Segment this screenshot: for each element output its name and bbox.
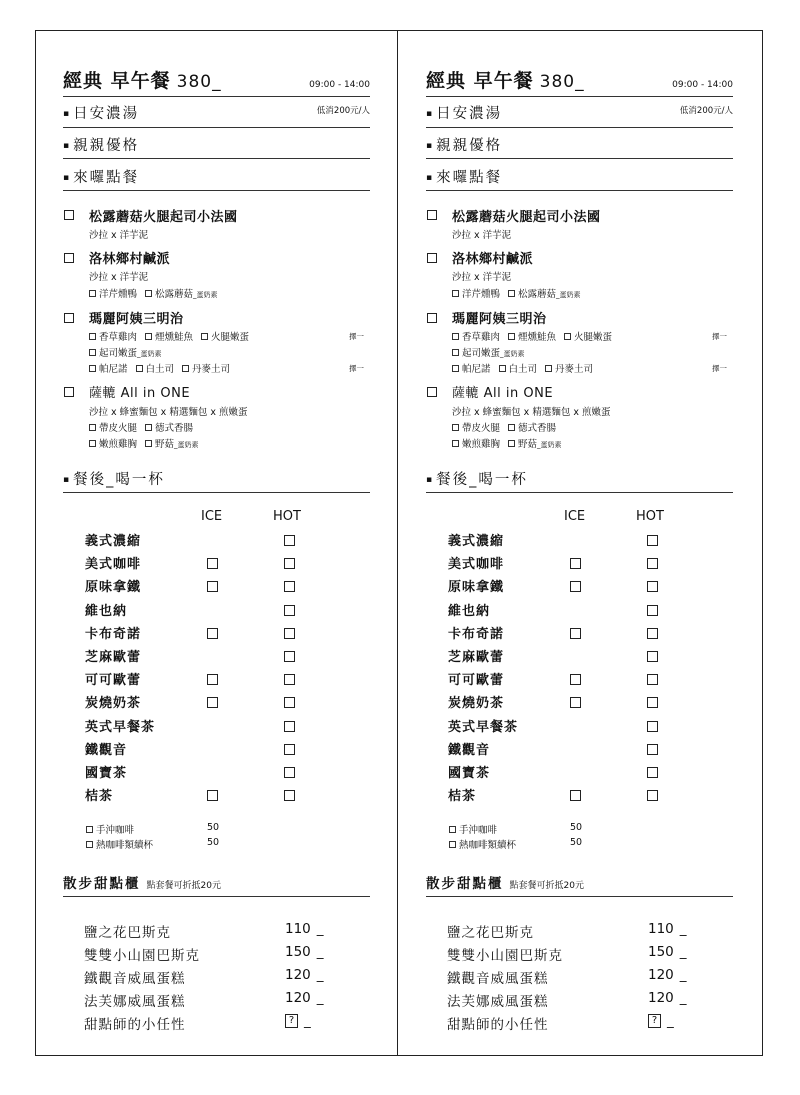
item-checkbox[interactable] — [427, 210, 437, 220]
bullet: ▪ — [426, 475, 435, 485]
option-checkbox[interactable] — [89, 333, 96, 340]
dessert-price — [648, 990, 687, 1006]
option-tag: _蛋奶素 — [500, 350, 525, 358]
hot-checkbox[interactable] — [647, 558, 658, 569]
option-checkbox[interactable] — [508, 424, 515, 431]
option-label: 香草雞肉 — [99, 332, 138, 343]
dessert-note: 點套餐可折抵20元 — [146, 881, 221, 891]
rule — [63, 896, 370, 897]
option-checkbox[interactable] — [545, 365, 552, 372]
dessert-price — [285, 990, 324, 1006]
option-tag: _蛋奶素 — [193, 291, 218, 299]
option-label: 丹麥土司 — [555, 364, 594, 375]
dessert-name: 法芙娜威風蛋糕 — [447, 994, 549, 1010]
option-label: 嫩煎雞胸 — [99, 439, 138, 450]
option-checkbox[interactable] — [452, 290, 459, 297]
drink-name: 芝麻歐蕾 — [85, 650, 142, 665]
option-checkbox[interactable] — [145, 290, 152, 297]
dessert-title-text: 散步甜點櫃 — [63, 876, 141, 892]
hot-checkbox[interactable] — [284, 767, 295, 778]
dessert-name: 法芙娜威風蛋糕 — [84, 994, 186, 1010]
option-checkbox[interactable] — [89, 440, 96, 447]
pour-over-row — [449, 822, 497, 836]
option-row — [452, 361, 593, 375]
bullet: ▪ — [426, 173, 435, 183]
dessert-price — [648, 1013, 674, 1029]
menu-price-suffix: _ — [575, 72, 585, 92]
dessert-name: 雙雙小山園巴斯克 — [447, 948, 563, 964]
option-row — [452, 286, 581, 300]
option-checkbox[interactable] — [145, 424, 152, 431]
hot-checkbox[interactable] — [647, 628, 658, 639]
rule — [426, 127, 733, 128]
item-name: 松露蘑菇火腿起司小法國 — [452, 210, 601, 225]
option-row — [452, 420, 556, 434]
minimum-charge: 低消200元/人 — [679, 106, 733, 116]
menu-title — [426, 66, 585, 93]
section-label: 來囉點餐 — [73, 170, 140, 186]
hot-checkbox[interactable] — [647, 790, 658, 801]
option-checkbox[interactable] — [508, 290, 515, 297]
menu-price-value: 380 — [176, 72, 213, 92]
option-row — [452, 329, 612, 343]
dessert-price-value: 110 — [285, 921, 311, 937]
option-label: 丹麥土司 — [192, 364, 231, 375]
option-label: 洋芹燻鴨 — [99, 289, 138, 300]
pour-over-name: 手沖咖啡 — [459, 825, 498, 836]
option-checkbox[interactable] — [452, 440, 459, 447]
rule — [63, 96, 370, 97]
dessert-name: 鐵觀音威風蛋糕 — [84, 971, 186, 987]
item-name: 洛林鄉村鹹派 — [452, 252, 534, 267]
option-label: 帶皮火腿 — [462, 423, 501, 434]
option-row — [89, 420, 193, 434]
dessert-price — [285, 921, 324, 937]
dessert-price-value: 120 — [648, 967, 674, 983]
hot-checkbox[interactable] — [284, 697, 295, 708]
ice-checkbox[interactable] — [570, 628, 581, 639]
dessert-name: 甜點師的小任性 — [447, 1017, 549, 1033]
hot-checkbox[interactable] — [647, 674, 658, 685]
drink-name: 國寶茶 — [85, 766, 128, 781]
rule — [63, 492, 370, 493]
option-tag: _蛋奶素 — [556, 291, 581, 299]
item-sides: 沙拉 x 蜂蜜麵包 x 精選麵包 x 煎嫩蛋 — [89, 407, 248, 418]
option-label: 起司嫩蛋 — [462, 348, 501, 359]
option-checkbox[interactable] — [89, 349, 96, 356]
dessert-price — [285, 1013, 311, 1029]
hot-checkbox[interactable] — [284, 651, 295, 662]
ice-header: ICE — [201, 509, 223, 524]
ice-checkbox[interactable] — [207, 628, 218, 639]
option-label: 火腿嫩蛋 — [574, 332, 613, 343]
drink-name: 英式早餐茶 — [448, 719, 519, 735]
option-checkbox[interactable] — [452, 365, 459, 372]
drink-name: 鐵觀音 — [448, 742, 491, 758]
hot-checkbox[interactable] — [647, 767, 658, 778]
pour-over-price: 50 — [570, 837, 583, 848]
option-row — [89, 345, 162, 359]
bullet: ▪ — [63, 475, 72, 485]
option-label: 起司嫩蛋 — [99, 348, 138, 359]
dessert-title — [426, 872, 584, 892]
bullet: ▪ — [63, 141, 72, 151]
dessert-name: 雙雙小山園巴斯克 — [84, 948, 200, 964]
option-label: 野菇 — [518, 439, 538, 450]
dessert-name: 鹽之花巴斯克 — [84, 925, 171, 941]
pour-over-row — [86, 822, 134, 836]
drink-name: 義式濃縮 — [448, 534, 505, 549]
item-checkbox[interactable] — [427, 253, 437, 263]
dessert-name: 鐵觀音威風蛋糕 — [447, 971, 549, 987]
section-order — [63, 166, 139, 187]
menu-page-right — [398, 30, 760, 1056]
ice-checkbox[interactable] — [207, 558, 218, 569]
option-tag: _蛋奶素 — [137, 350, 162, 358]
dessert-price-value: 120 — [648, 990, 674, 1006]
drink-name: 鐵觀音 — [85, 742, 128, 758]
hot-checkbox[interactable] — [284, 744, 295, 755]
item-checkbox[interactable] — [64, 313, 74, 323]
section-label: 餐後_喝一杯 — [436, 472, 528, 488]
hot-checkbox[interactable] — [647, 581, 658, 592]
drink-name: 原味拿鐵 — [85, 580, 142, 596]
item-name: 洛林鄉村鹹派 — [89, 252, 171, 267]
menu-title-text: 經典 早午餐 — [63, 70, 171, 92]
section-label: 來囉點餐 — [436, 170, 503, 186]
section-label: 親親優格 — [436, 138, 503, 154]
hot-checkbox[interactable] — [284, 790, 295, 801]
drink-name: 桔茶 — [85, 789, 114, 805]
hot-header: HOT — [636, 509, 664, 524]
drink-name: 維也納 — [85, 603, 128, 619]
section-yogurt — [63, 134, 139, 155]
pour-over-name: 熱咖啡類續杯 — [459, 840, 517, 851]
rule — [426, 96, 733, 97]
dessert-name: 甜點師的小任性 — [84, 1017, 186, 1033]
option-checkbox[interactable] — [508, 333, 515, 340]
section-drinks — [63, 468, 165, 489]
option-checkbox[interactable] — [452, 349, 459, 356]
menu-title-text: 經典 早午餐 — [426, 70, 534, 92]
price-suffix: _ — [679, 967, 687, 983]
option-label: 煙燻鮭魚 — [155, 332, 194, 343]
menu-title — [63, 66, 222, 93]
option-label: 香草雞肉 — [462, 332, 501, 343]
option-row — [452, 345, 525, 359]
drink-name: 國寶茶 — [448, 766, 491, 781]
option-checkbox[interactable] — [89, 365, 96, 372]
serving-hours: 09:00 - 14:00 — [309, 80, 370, 90]
option-row — [452, 436, 562, 450]
hot-checkbox[interactable] — [647, 535, 658, 546]
price-suffix: _ — [679, 990, 687, 1006]
option-label: 野菇 — [155, 439, 175, 450]
choose-one-note: 擇一 — [712, 332, 727, 341]
option-label: 德式香腸 — [518, 423, 557, 434]
item-sides: 沙拉 x 洋芋泥 — [89, 230, 149, 241]
rule — [63, 190, 370, 191]
option-checkbox[interactable] — [182, 365, 189, 372]
hot-checkbox[interactable] — [284, 674, 295, 685]
ice-checkbox[interactable] — [207, 697, 218, 708]
price-suffix: _ — [316, 967, 324, 983]
item-sides: 沙拉 x 洋芋泥 — [89, 272, 149, 283]
rule — [63, 158, 370, 159]
option-checkbox[interactable] — [452, 333, 459, 340]
hot-checkbox[interactable] — [647, 721, 658, 732]
section-yogurt — [426, 134, 502, 155]
option-label: 煙燻鮭魚 — [518, 332, 557, 343]
menu-price — [177, 72, 222, 92]
pour-over-price: 50 — [570, 822, 583, 833]
question-box-icon: ? — [285, 1014, 298, 1028]
item-sides: 沙拉 x 洋芋泥 — [452, 272, 512, 283]
dessert-price-value: 110 — [648, 921, 674, 937]
option-label: 嫩煎雞胸 — [462, 439, 501, 450]
drink-name: 可可歐蕾 — [85, 673, 142, 689]
option-label: 德式香腸 — [155, 423, 194, 434]
dessert-price — [648, 967, 687, 983]
drink-name: 英式早餐茶 — [85, 719, 156, 735]
hot-checkbox[interactable] — [647, 744, 658, 755]
section-label: 親親優格 — [73, 138, 140, 154]
option-checkbox[interactable] — [201, 333, 208, 340]
item-checkbox[interactable] — [427, 387, 437, 397]
option-label: 帕尼諾 — [99, 364, 128, 375]
price-suffix: _ — [316, 990, 324, 1006]
section-label: 日安濃湯 — [73, 106, 140, 122]
option-checkbox[interactable] — [449, 826, 456, 833]
section-order — [426, 166, 502, 187]
drink-name: 芝麻歐蕾 — [448, 650, 505, 665]
pour-over-row — [86, 837, 153, 851]
option-label: 松露蘑菇 — [155, 289, 194, 300]
rule — [426, 896, 733, 897]
rule — [426, 190, 733, 191]
item-name: 薩轆 All in ONE — [89, 386, 191, 401]
menu-price — [540, 72, 585, 92]
section-soup — [426, 102, 502, 123]
hot-checkbox[interactable] — [647, 697, 658, 708]
item-name: 瑪麗阿姨三明治 — [452, 312, 547, 327]
pour-over-price: 50 — [207, 837, 220, 848]
drink-name: 桔茶 — [448, 789, 477, 805]
ice-checkbox[interactable] — [570, 790, 581, 801]
item-checkbox[interactable] — [64, 253, 74, 263]
dessert-title-text: 散步甜點櫃 — [426, 876, 504, 892]
option-checkbox[interactable] — [86, 826, 93, 833]
hot-checkbox[interactable] — [284, 721, 295, 732]
ice-checkbox[interactable] — [207, 790, 218, 801]
dessert-price-value: 150 — [648, 944, 674, 960]
drink-name: 卡布奇諾 — [448, 626, 505, 642]
option-checkbox[interactable] — [89, 424, 96, 431]
dessert-price — [648, 921, 687, 937]
ice-checkbox[interactable] — [207, 581, 218, 592]
item-name: 薩轆 All in ONE — [452, 386, 554, 401]
option-checkbox[interactable] — [449, 841, 456, 848]
item-name: 瑪麗阿姨三明治 — [89, 312, 184, 327]
dessert-price — [285, 944, 324, 960]
option-row — [89, 361, 230, 375]
option-label: 帶皮火腿 — [99, 423, 138, 434]
option-checkbox[interactable] — [136, 365, 143, 372]
drink-name: 炭燒奶茶 — [448, 696, 505, 712]
option-checkbox[interactable] — [89, 290, 96, 297]
dessert-price — [648, 944, 687, 960]
hot-checkbox[interactable] — [284, 628, 295, 639]
dessert-price — [285, 967, 324, 983]
price-suffix: _ — [316, 921, 324, 937]
option-label: 白土司 — [145, 364, 175, 375]
hot-checkbox[interactable] — [647, 605, 658, 616]
dessert-note: 點套餐可折抵20元 — [509, 881, 584, 891]
item-checkbox[interactable] — [427, 313, 437, 323]
rule — [426, 492, 733, 493]
drink-name: 義式濃縮 — [85, 534, 142, 549]
bullet: ▪ — [63, 109, 72, 119]
choose-one-note: 擇一 — [349, 364, 364, 373]
item-sides: 沙拉 x 洋芋泥 — [452, 230, 512, 241]
ice-checkbox[interactable] — [570, 674, 581, 685]
ice-header: ICE — [564, 509, 586, 524]
dessert-price-value: 120 — [285, 967, 311, 983]
hot-checkbox[interactable] — [284, 535, 295, 546]
option-checkbox[interactable] — [508, 440, 515, 447]
drink-name: 可可歐蕾 — [448, 673, 505, 689]
ice-checkbox[interactable] — [207, 674, 218, 685]
hot-checkbox[interactable] — [284, 558, 295, 569]
menu-price-value: 380 — [539, 72, 576, 92]
rule — [63, 127, 370, 128]
ice-checkbox[interactable] — [570, 558, 581, 569]
section-drinks — [426, 468, 528, 489]
hot-checkbox[interactable] — [284, 605, 295, 616]
minimum-charge: 低消200元/人 — [316, 106, 370, 116]
dessert-price-value: 150 — [285, 944, 311, 960]
option-row — [89, 329, 249, 343]
section-label: 餐後_喝一杯 — [73, 472, 165, 488]
bullet: ▪ — [426, 141, 435, 151]
item-name: 松露蘑菇火腿起司小法國 — [89, 210, 238, 225]
ice-checkbox[interactable] — [570, 697, 581, 708]
option-label: 白土司 — [508, 364, 538, 375]
choose-one-note: 擇一 — [349, 332, 364, 341]
option-label: 洋芹燻鴨 — [462, 289, 501, 300]
option-checkbox[interactable] — [145, 440, 152, 447]
pour-over-name: 熱咖啡類續杯 — [96, 840, 154, 851]
hot-checkbox[interactable] — [284, 581, 295, 592]
option-label: 火腿嫩蛋 — [211, 332, 250, 343]
choose-one-note: 擇一 — [712, 364, 727, 373]
drink-name: 維也納 — [448, 603, 491, 619]
drink-name: 炭燒奶茶 — [85, 696, 142, 712]
drink-name: 美式咖啡 — [448, 557, 505, 573]
option-checkbox[interactable] — [452, 424, 459, 431]
price-suffix: _ — [304, 1013, 311, 1029]
option-checkbox[interactable] — [564, 333, 571, 340]
hot-header: HOT — [273, 509, 301, 524]
section-soup — [63, 102, 139, 123]
option-checkbox[interactable] — [86, 841, 93, 848]
bullet: ▪ — [426, 109, 435, 119]
item-checkbox[interactable] — [64, 387, 74, 397]
pour-over-price: 50 — [207, 822, 220, 833]
dessert-title — [63, 872, 221, 892]
option-row — [89, 436, 199, 450]
dessert-name: 鹽之花巴斯克 — [447, 925, 534, 941]
option-row — [89, 286, 218, 300]
pour-over-name: 手沖咖啡 — [96, 825, 135, 836]
option-tag: _蛋奶素 — [174, 441, 199, 449]
menu-price-suffix: _ — [212, 72, 222, 92]
hot-checkbox[interactable] — [647, 651, 658, 662]
ice-checkbox[interactable] — [570, 581, 581, 592]
question-box-icon: ? — [648, 1014, 661, 1028]
price-suffix: _ — [679, 921, 687, 937]
drink-name: 卡布奇諾 — [85, 626, 142, 642]
item-checkbox[interactable] — [64, 210, 74, 220]
rule — [426, 158, 733, 159]
price-suffix: _ — [667, 1013, 674, 1029]
menu-page-left — [35, 30, 397, 1056]
option-checkbox[interactable] — [499, 365, 506, 372]
option-label: 松露蘑菇 — [518, 289, 557, 300]
option-label: 帕尼諾 — [462, 364, 491, 375]
drink-name: 原味拿鐵 — [448, 580, 505, 596]
price-suffix: _ — [316, 944, 324, 960]
drink-name: 美式咖啡 — [85, 557, 142, 573]
section-label: 日安濃湯 — [436, 106, 503, 122]
dessert-price-value: 120 — [285, 990, 311, 1006]
price-suffix: _ — [679, 944, 687, 960]
option-checkbox[interactable] — [145, 333, 152, 340]
item-sides: 沙拉 x 蜂蜜麵包 x 精選麵包 x 煎嫩蛋 — [452, 407, 611, 418]
pour-over-row — [449, 837, 516, 851]
bullet: ▪ — [63, 173, 72, 183]
option-tag: _蛋奶素 — [537, 441, 562, 449]
serving-hours: 09:00 - 14:00 — [672, 80, 733, 90]
